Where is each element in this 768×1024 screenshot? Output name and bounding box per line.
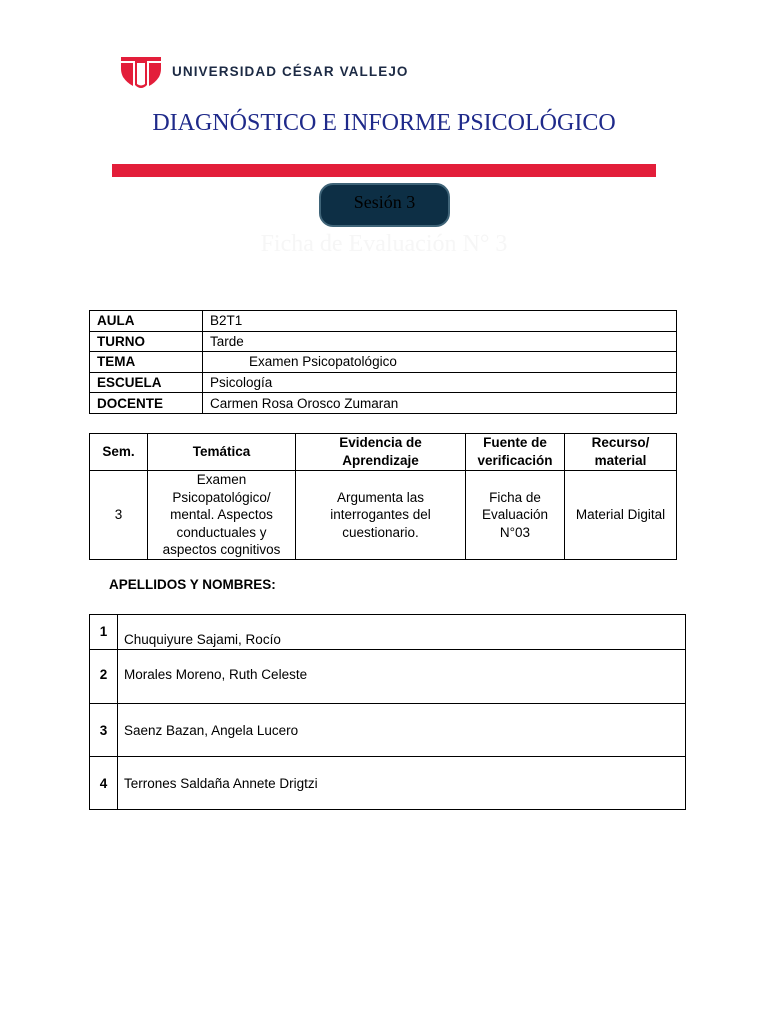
student-number: 1 — [90, 615, 118, 650]
student-name: Chuquiyure Sajami, Rocío — [118, 615, 686, 650]
column-header: Fuente de verificación — [466, 434, 565, 471]
table-row — [90, 757, 686, 810]
university-logo-icon — [120, 55, 162, 91]
table-row — [90, 311, 677, 332]
names-heading: APELLIDOS Y NOMBRES: — [109, 577, 276, 592]
table-cell: Examen Psicopatológico/ mental. Aspectos conductuales y aspectos cognitivos — [148, 471, 296, 560]
table-cell: Material Digital — [565, 471, 677, 560]
student-name: Morales Moreno, Ruth Celeste — [118, 650, 686, 704]
table-row — [90, 650, 686, 704]
info-key: AULA — [90, 311, 203, 332]
students-table — [89, 614, 686, 810]
student-number: 2 — [90, 650, 118, 704]
title-divider — [112, 164, 656, 177]
column-header: Sem. — [90, 434, 148, 471]
university-name: UNIVERSIDAD CÉSAR VALLEJO — [172, 64, 409, 79]
info-value: Examen Psicopatológico — [203, 352, 677, 373]
table-row — [90, 352, 677, 373]
info-value: Psicología — [203, 372, 677, 393]
info-key: TURNO — [90, 331, 203, 352]
table-header-row — [90, 434, 677, 471]
table-row — [90, 393, 677, 414]
table-cell: Ficha de Evaluación N°03 — [466, 471, 565, 560]
column-header: Recurso/ material — [565, 434, 677, 471]
student-number: 3 — [90, 704, 118, 757]
table-cell: Argumenta las interrogantes del cuestionario. — [296, 471, 466, 560]
table-row — [90, 372, 677, 393]
column-header: Temática — [148, 434, 296, 471]
info-key: DOCENTE — [90, 393, 203, 414]
info-value: Tarde — [203, 331, 677, 352]
ficha-title: Ficha de Evaluación N° 3 — [260, 231, 508, 257]
student-number: 4 — [90, 757, 118, 810]
column-header: Evidencia de Aprendizaje — [296, 434, 466, 471]
table-row — [90, 704, 686, 757]
info-key: ESCUELA — [90, 372, 203, 393]
course-info-table — [89, 310, 677, 414]
table-row — [90, 615, 686, 650]
info-value: B2T1 — [203, 311, 677, 332]
document-title: DIAGNÓSTICO E INFORME PSICOLÓGICO — [152, 110, 616, 136]
student-name: Saenz Bazan, Angela Lucero — [118, 704, 686, 757]
student-name: Terrones Saldaña Annete Drigtzi — [118, 757, 686, 810]
table-row — [90, 331, 677, 352]
session-label: Sesión 3 — [353, 192, 416, 212]
table-cell: 3 — [90, 471, 148, 560]
info-value: Carmen Rosa Orosco Zumaran — [203, 393, 677, 414]
table-row — [90, 471, 677, 560]
info-key: TEMA — [90, 352, 203, 373]
session-plan-table — [89, 433, 677, 560]
